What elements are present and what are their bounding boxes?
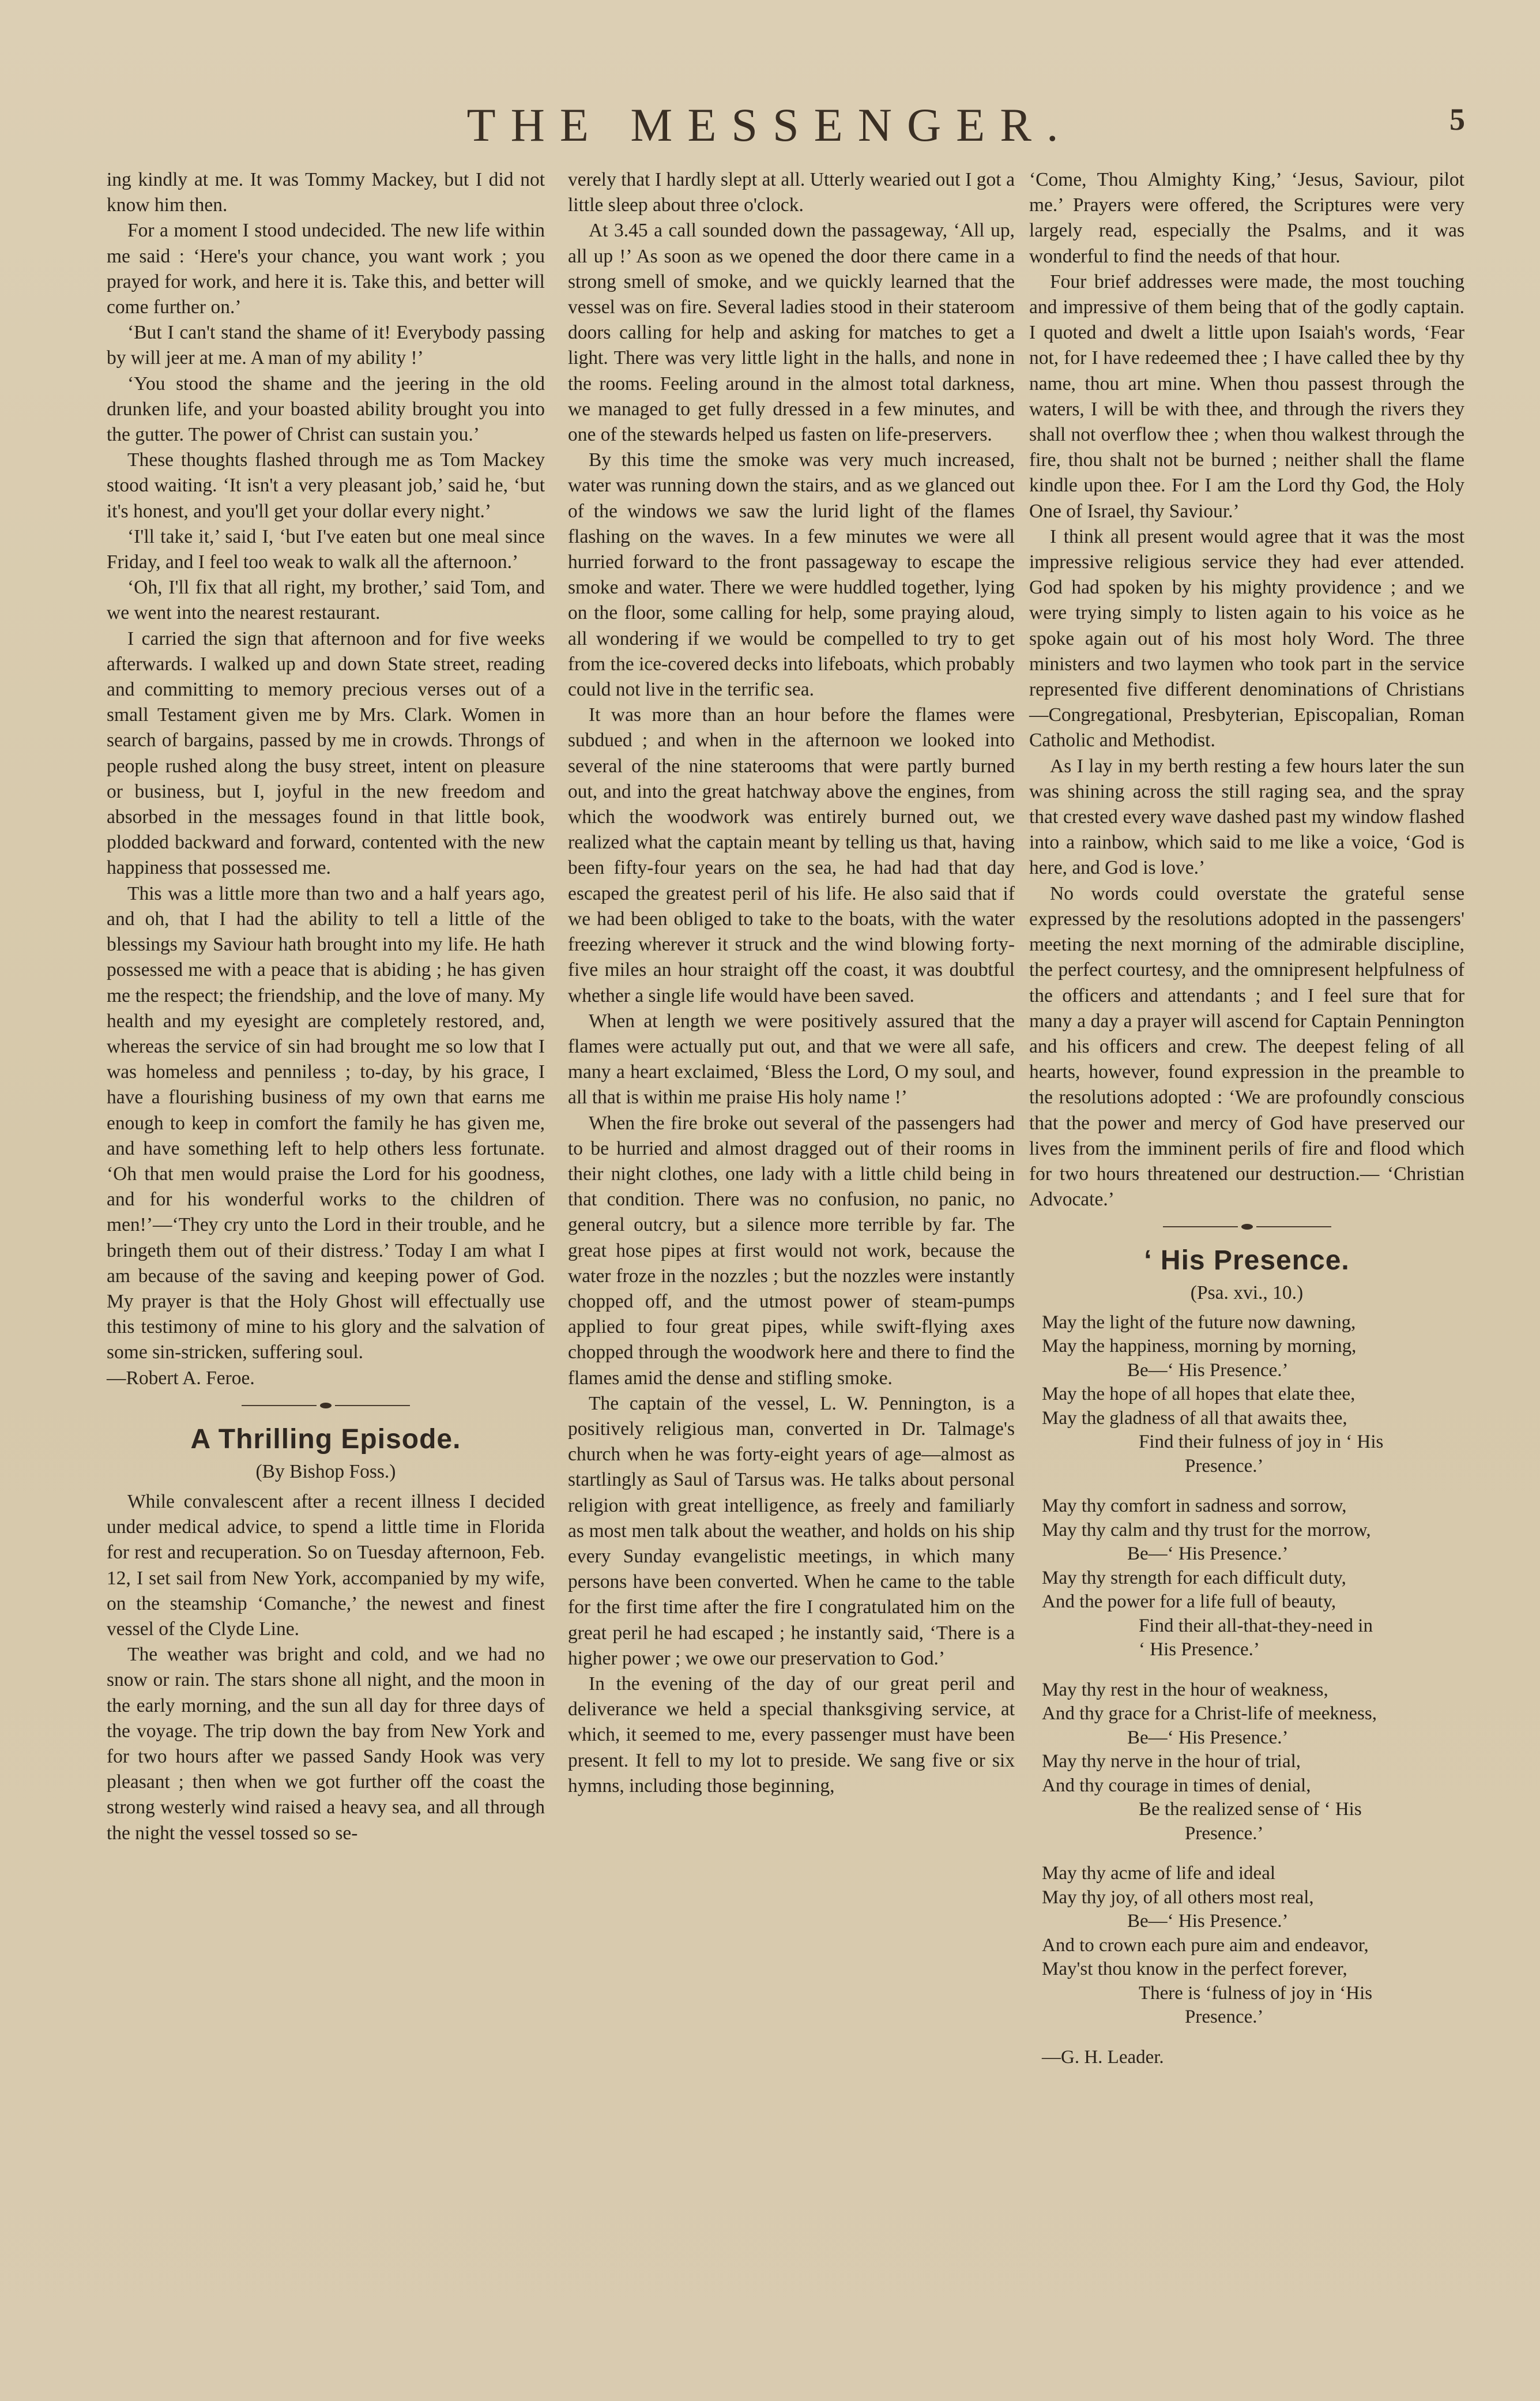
page-number: 5 xyxy=(1449,102,1465,137)
paragraph: ‘Oh, I'll fix that all right, my brother,’ said Tom, and we went into the nearest restaurant. xyxy=(107,577,545,624)
poem-line: Presence.’ xyxy=(1185,1823,1264,1844)
poem-line: And to crown each pure aim and endeavor, xyxy=(1042,1934,1369,1956)
paragraph: ‘You stood the shame and the jeering in the old drunken life, and your boasted ability brought you into the gutter. The power of Christ can sustain you.’ xyxy=(107,373,545,446)
article-byline: (By Bishop Foss.) xyxy=(255,1460,396,1482)
poem-stanza xyxy=(1029,1862,1464,2030)
poem xyxy=(1029,1311,1464,2070)
poem-author: —G. H. Leader. xyxy=(1042,2046,1164,2068)
poem-line: And thy grace for a Christ-life of meekness, xyxy=(1042,1703,1377,1724)
poem-line: There is ‘fulness of joy in ‘His xyxy=(1139,1982,1373,2004)
column-1 xyxy=(107,167,545,1846)
poem-line: May thy comfort in sadness and sorrow, xyxy=(1042,1496,1347,1517)
poem-line: Be—‘ His Presence.’ xyxy=(1127,1727,1289,1748)
paragraph: For a moment I stood undecided. The new life within me said : ‘Here's your chance, you want work ; you prayed for work, and here it is. Take this, and better will come further on.’ xyxy=(107,220,545,318)
paragraph: I carried the sign that afternoon and for five weeks afterwards. I walked up and down State street, reading and committing to memory precious verses out of a small Testament given me by Mrs. Clark. Women in search of bargains, passed by me in crowds. Throngs of people rushed along the busy street, intent on pleasure or business, but I, joyful in the new freedom and absorbed in the messages found in that little book, plodded backward and forward, contented with the new happiness that possessed me. xyxy=(107,628,545,879)
paragraph: When at length we were positively assured that the flames were actually put out, and that we were all safe, many a heart exclaimed, ‘Bless the Lord, O my soul, and all that is within me praise His holy name !’ xyxy=(568,1010,1015,1109)
poem-line: Be—‘ His Presence.’ xyxy=(1127,1359,1289,1381)
poem-line: And thy courage in times of denial, xyxy=(1042,1775,1311,1796)
paragraph: It was more than an hour before the flames were subdued ; and when in the afternoon we looked into several of the nine staterooms that were partly burned out, and into the great hatchway above the engines, from which the woodwork was entirely burned out, we realized what the captain meant by telling us that, having been fifty-four years on the sea, he had had that day escaped the greatest peril of his life. He also said that if we had been obliged to take to the boats, with the water freezing wherever it struck and the wind blowing forty-five miles an hour straight off the coast, it was doubtful whether a single life would have been saved. xyxy=(568,704,1015,1006)
paragraph: These thoughts flashed through me as Tom Mackey stood waiting. ‘It isn't a very pleasant job,’ said he, ‘but it's honest, and you'll get your dollar every night.’ xyxy=(107,449,545,522)
poem-line: Presence.’ xyxy=(1185,1455,1264,1476)
article-signature: —Robert A. Feroe. xyxy=(107,1367,255,1389)
poem-line: May the happiness, morning by morning, xyxy=(1042,1336,1357,1357)
paragraph: While convalescent after a recent illness I decided under medical advice, to spend a little time in Florida for rest and recuperation. So on Tuesday afternoon, Feb. 12, I set sail from New York, accompanied by my wife, on the steamship ‘Comanche,’ the newest and finest vessel of the Clyde Line. xyxy=(107,1490,545,1640)
paragraph: The weather was bright and cold, and we had no snow or rain. The stars shone all night, and the moon in the early morning, and the sun all day for three days of the voyage. The trip down the bay from New York and for two hours after we passed Sandy Hook was very pleasant ; then when we got further off the coast the strong westerly wind raised a heavy sea, and all through the night the vessel tossed so se- xyxy=(107,1644,545,1844)
poem-line: May the light of the future now dawning, xyxy=(1042,1312,1356,1333)
article-title: A Thrilling Episode. xyxy=(190,1423,461,1455)
poem-line: May'st thou know in the perfect forever, xyxy=(1042,1959,1347,1980)
poem-line: May thy joy, of all others most real, xyxy=(1042,1887,1314,1908)
poem-stanza xyxy=(1029,1311,1464,1479)
poem-line: Be the realized sense of ‘ His xyxy=(1139,1799,1362,1820)
poem-line: Be—‘ His Presence.’ xyxy=(1127,1911,1289,1932)
paragraph: By this time the smoke was very much increased, water was running down the stairs, and as we glanced out of the windows we saw the lurid light of the flames flashing on the waves. In a few minutes we were all hurried forward to the front passageway to escape the smoke and water. There we were huddled together, lying on the floor, some calling for help, some praying aloud, all wondering if we would be compelled to try to get from the ice-covered decks into lifeboats, which probably could not live in the terrific sea. xyxy=(568,449,1015,701)
paragraph: When the fire broke out several of the passengers had to be hurried and almost dragged out of their rooms in their night clothes, one lady with a little child being in that condition. There was no confusion, no panic, no general outcry, but a silence more terrible by far. The great hose pipes at first would not work, because the water froze in the nozzles ; but the nozzles were instantly chopped off, and the utmost power of steam-pumps applied to four great pipes, while swift-flying axes chopped through the woodwork here and there to find the flames amid the dense and stifling smoke. xyxy=(568,1112,1015,1389)
poem-line: Be—‘ His Presence.’ xyxy=(1127,1543,1289,1565)
section-divider xyxy=(1029,1215,1464,1239)
paragraph: As I lay in my berth resting a few hours later the sun was shining across the still raging sea, and the spray that crested every wave dashed past my window flashed into a rainbow, which said to me like a voice, ‘God is here, and God is love.’ xyxy=(1029,755,1464,879)
paragraph: ‘But I can't stand the shame of it! Everybody passing by will jeer at me. A man of my ability !’ xyxy=(107,322,545,369)
column-2 xyxy=(568,167,1015,1799)
poem-scripture-reference: (Psa. xvi., 10.) xyxy=(1190,1282,1304,1304)
poem-line: May thy acme of life and ideal xyxy=(1042,1863,1276,1884)
poem-line: Presence.’ xyxy=(1185,2007,1264,2028)
paragraph: Four brief addresses were made, the most touching and impressive of them being that of the godly captain. I quoted and dwelt a little upon Isaiah's words, ‘Fear not, for I have redeemed thee ; I have called thee by thy name, thou art mine. When thou passest through the waters, I will be with thee, and through the rivers they shall not overflow thee ; when thou walkest through the fire, thou shalt not be burned ; neither shall the flame kindle upon thee. For I am the Lord thy God, the Holy One of Israel, thy Saviour.’ xyxy=(1029,270,1464,522)
paragraph: ‘Come, Thou Almighty King,’ ‘Jesus, Saviour, pilot me.’ Prayers were offered, the Scriptures were very largely read, especially the Psalms, and it was wonderful to find the needs of that hour. xyxy=(1029,169,1464,267)
poem-line: And the power for a life full of beauty, xyxy=(1042,1591,1336,1613)
poem-line: May thy rest in the hour of weakness, xyxy=(1042,1679,1328,1700)
poem-line: ‘ His Presence.’ xyxy=(1139,1639,1260,1660)
paragraph: This was a little more than two and a half years ago, and oh, that I had the ability to tell a little of the blessings my Saviour hath brought into my life. He hath possessed me with a peace that is abiding ; he has given me the respect; the friendship, and the love of many. My health and my eyesight are completely restored, and, whereas the service of sin had brought me so low that I was homeless and penniless ; to-day, by his grace, I have a flourishing business of my own that earns me enough to keep in comfort the family he has given me, and have something left to help others less fortunate. ‘Oh that men would praise the Lord for his goodness, and for his wonderful works to the children of men!’—‘They cry unto the Lord in their trouble, and he bringeth them out of their distress.’ Today I am what I am because of the saving and keeping power of God. My prayer is that the Holy Ghost will effectually use this testimony of mine to his glory and the salvation of some sin-stricken, suffering soul. xyxy=(107,882,545,1363)
poem-title: ‘ His Presence. xyxy=(1144,1245,1350,1276)
paragraph: The captain of the vessel, L. W. Pennington, is a positively religious man, converted in Dr. Talmage's church when he was forty-eight years of age—almost as startlingly as Saul of Tarsus was. He talks about personal religion with great intelligence, as freely and familiarly as most men talk about the weather, and holds on his ship every Sunday evangelistic meetings, in which many persons have been converted. When he came to the table for the first time after the fire I congratulated him on the great peril he had escaped ; he instantly said, ‘There is a higher power ; we owe our preservation to God.’ xyxy=(568,1392,1015,1669)
poem-line: May the gladness of all that awaits thee, xyxy=(1042,1407,1347,1429)
poem-line: May thy nerve in the hour of trial, xyxy=(1042,1751,1301,1772)
poem-line: May thy calm and thy trust for the morrow, xyxy=(1042,1519,1371,1540)
section-divider xyxy=(107,1393,545,1418)
masthead xyxy=(0,98,1540,161)
column-3 xyxy=(1029,167,1464,2069)
poem-line: May the hope of all hopes that elate thee, xyxy=(1042,1384,1355,1405)
paragraph: I think all present would agree that it was the most impressive religious service they had ever attended. God had spoken by his mighty providence ; and we were trying simply to listen again to his voice as he spoke again out of his most holy Word. The three ministers and two laymen who took part in the service represented five different denominations of Christians—Congregational, Presbyterian, Episcopalian, Roman Catholic and Methodist. xyxy=(1029,525,1464,752)
poem-stanza xyxy=(1029,1678,1464,1846)
paragraph: verely that I hardly slept at all. Utterly wearied out I got a little sleep about three o'clock. xyxy=(568,169,1015,216)
poem-stanza xyxy=(1029,1494,1464,1662)
paragraph: ‘I'll take it,’ said I, ‘but I've eaten but one meal since Friday, and I feel too weak to walk all the afternoon.’ xyxy=(107,525,545,573)
poem-line: Find their all-that-they-need in xyxy=(1139,1615,1373,1636)
poem-line: Find their fulness of joy in ‘ His xyxy=(1139,1431,1384,1453)
paragraph: At 3.45 a call sounded down the passageway, ‘All up, all up !’ As soon as we opened the door there came in a strong smell of smoke, and we quickly learned that the vessel was on fire. Several ladies stood in their stateroom doors calling for help and asking for matches to get a light. There was very little light in the halls, and none in the rooms. Feeling around in the almost total darkness, we managed to get fully dressed in a few minutes, and one of the stewards helped us fasten on life-preservers. xyxy=(568,220,1015,446)
paragraph: No words could overstate the grateful sense expressed by the resolutions adopted in the passengers' meeting the next morning of the admirable discipline, the perfect courtesy, and the omnipresent helpfulness of the officers and attendants ; and I feel sure that for many a day a prayer will ascend for Captain Pennington and his officers and crew. The deepest feling of all hearts, however, found expression in the preamble to the resolutions adopted : ‘We are profoundly conscious that the power and mercy of God have preserved our lives from the imminent perils of fire and flood which for two hours threatened our destruction.— ‘Christian Advocate.’ xyxy=(1029,882,1464,1211)
publication-title: THE MESSENGER. xyxy=(466,99,1074,151)
paragraph: ing kindly at me. It was Tommy Mackey, but I did not know him then. xyxy=(107,169,545,216)
poem-line: May thy strength for each difficult duty, xyxy=(1042,1567,1346,1588)
paragraph: In the evening of the day of our great peril and deliverance we held a special thanksgiving service, at which, it seemed to me, every passenger must have been present. It fell to my lot to preside. We sang five or six hymns, including those beginning, xyxy=(568,1673,1015,1797)
